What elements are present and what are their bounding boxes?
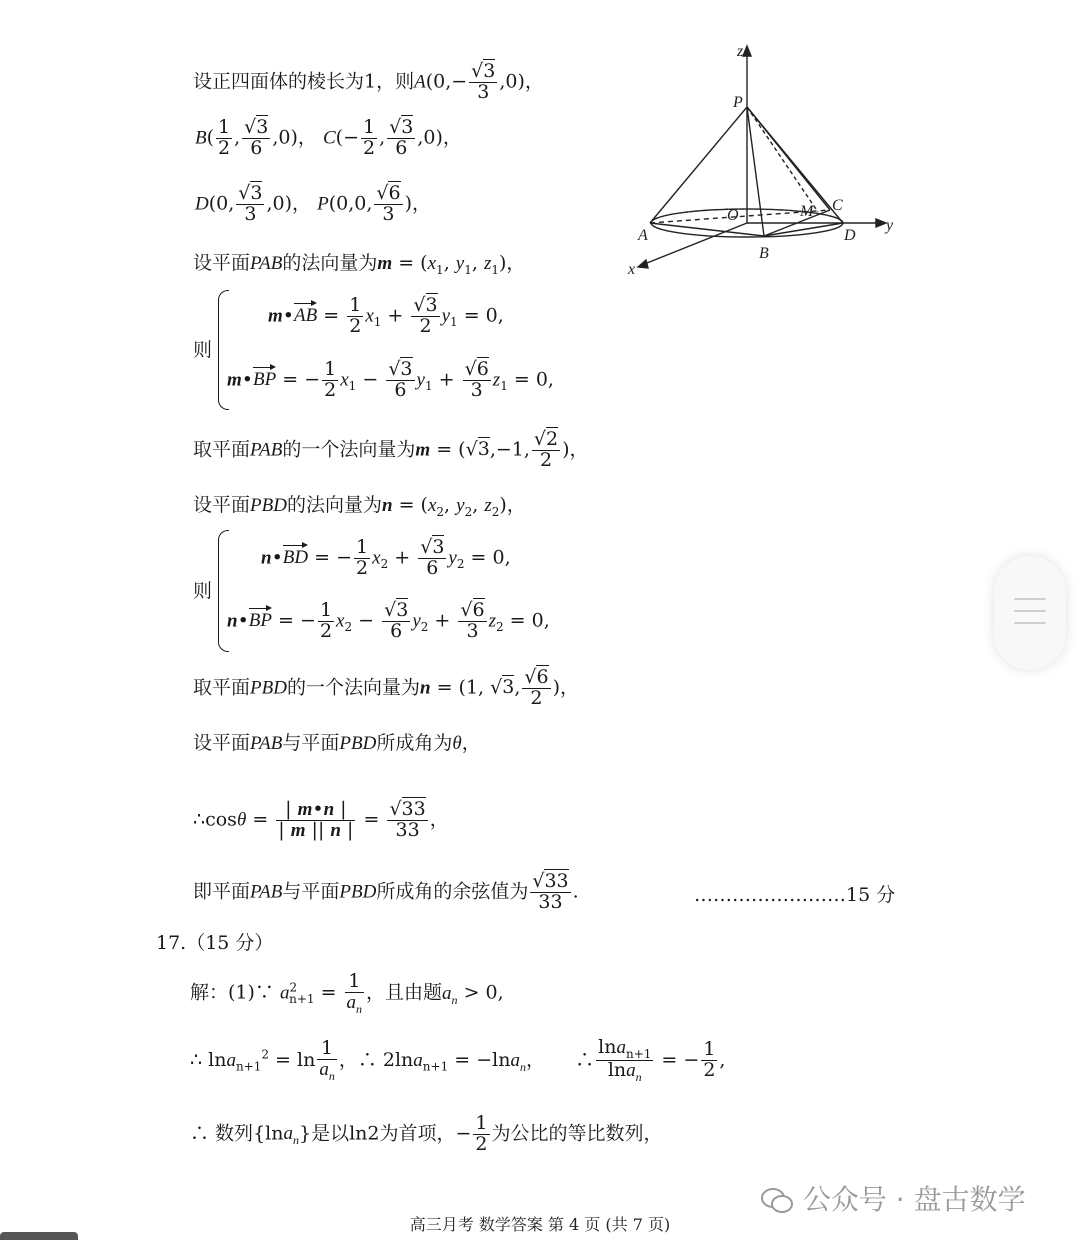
line-12: 设平面PAB与平面PBD所成角为θ，: [193, 732, 481, 754]
x-axis-arrow: [638, 260, 648, 268]
label-x: x: [628, 261, 636, 278]
eq-2b: n•BP = − $\frac{1}{2}$ $x_2$ − $\frac{√3}{6}$ $y_2$ + $\frac{√6}{3}$ $z_2 = 0$,: [227, 599, 550, 642]
edge-AB: [650, 223, 764, 236]
eq-1a: m•AB = $\frac{1}{2}$ $x_1$ + $\frac{√3}{2}$ $y_1 = 0$,: [268, 294, 504, 337]
line-8: 设平面PBD的法向量为$n = (x_2$, $y_2$, $z_2$)，: [193, 494, 526, 519]
label-D: D: [844, 227, 856, 244]
tetrahedron-figure: [620, 40, 910, 280]
menu-line-icon: [1014, 622, 1046, 624]
label-P: P: [733, 94, 743, 111]
label-M: M: [800, 203, 814, 220]
edge-PB: [747, 107, 764, 236]
label-O: O: [727, 207, 739, 224]
label-y: y: [886, 217, 894, 234]
side-menu-button[interactable]: [994, 556, 1066, 670]
corner-tab: [0, 1232, 78, 1240]
sol-line-2: ∴ lna$_{n+1}^2$ = ln $\frac{1}{a_n}$ ，∴ 2lna$_{n+1}$ = −lna$_n$， ∴ $\frac{\ln a_{n+1}}{\ln a_n}$ = − $\frac{1}{2}$ ,: [190, 1036, 726, 1085]
eq-2a: n•BD = − $\frac{1}{2}$ $x_2$ + $\frac{√3}{6}$ $y_2 = 0$,: [261, 536, 511, 579]
watermark: 公众号 · 盘古数学: [760, 1178, 1026, 1218]
eq-1b: m•BP = − $\frac{1}{2}$ $x_1$ − $\frac{√3}{6}$ $y_1$ + $\frac{√6}{3}$ $z_1 = 0$,: [227, 358, 554, 401]
line-14: 即平面PAB与平面PBD所成角的余弦值为 $\frac{√33}{33}$ .: [193, 870, 579, 913]
menu-line-icon: [1014, 598, 1046, 600]
line-13: ∴cosθ = $\frac{| m•n |}{| m || n |}$ = $\frac{√33}{33}$ ，: [193, 798, 449, 841]
sol-line-1: 解：(1)∵ $a^2_{n+1}$ = $\frac{1}{a_n}$ ，且由题$a_n > 0$,: [190, 970, 504, 1016]
page-footer: 高三月考 数学答案 第 4 页 (共 7 页): [409, 1215, 671, 1234]
line-1: 设正四面体的棱长为1，则A(0,− $\frac{√3}{3}$ ,0)，: [193, 60, 544, 103]
edge-PA: [650, 107, 747, 223]
y-axis-arrow: [876, 219, 886, 227]
label-z: z: [737, 43, 744, 60]
edge-PC: [747, 107, 830, 210]
label-B: B: [759, 245, 769, 262]
line-3: D(0, $\frac{√3}{3}$ ,0)， P(0,0, $\frac{√6}{3}$ )，: [195, 182, 431, 225]
line-4: 设平面PAB的法向量为$m = (x_1$, $y_1$, $z_1$)，: [193, 252, 526, 277]
label-C: C: [832, 197, 843, 214]
menu-line-icon: [1014, 610, 1046, 612]
wechat-icon: [760, 1186, 794, 1214]
x-axis: [642, 223, 747, 265]
line-2: B( $\frac{1}{2}$ , $\frac{√3}{6}$ ,0)， C(− $\frac{1}{2}$ , $\frac{√3}{6}$ ,0)，: [195, 116, 462, 159]
sol-line-3: ∴ 数列{lna$_n$}是以ln2为首项，− $\frac{1}{2}$ 为公比的等比数列，: [190, 1112, 663, 1155]
line-11: 取平面PBD的一个法向量为n = (1, √3, $\frac{√6}{2}$ )，: [193, 666, 579, 709]
edge-PM: [747, 107, 818, 212]
line-7: 取平面PAB的一个法向量为m = (√3,−1, $\frac{√2}{2}$ )，: [193, 428, 589, 471]
then-2: 则: [193, 580, 213, 602]
question-17: 17.（15 分）: [156, 932, 274, 954]
z-axis-arrow: [743, 46, 751, 56]
then-1: 则: [193, 339, 213, 361]
label-A: A: [638, 227, 648, 244]
score-15: ……………………15 分: [694, 884, 896, 906]
